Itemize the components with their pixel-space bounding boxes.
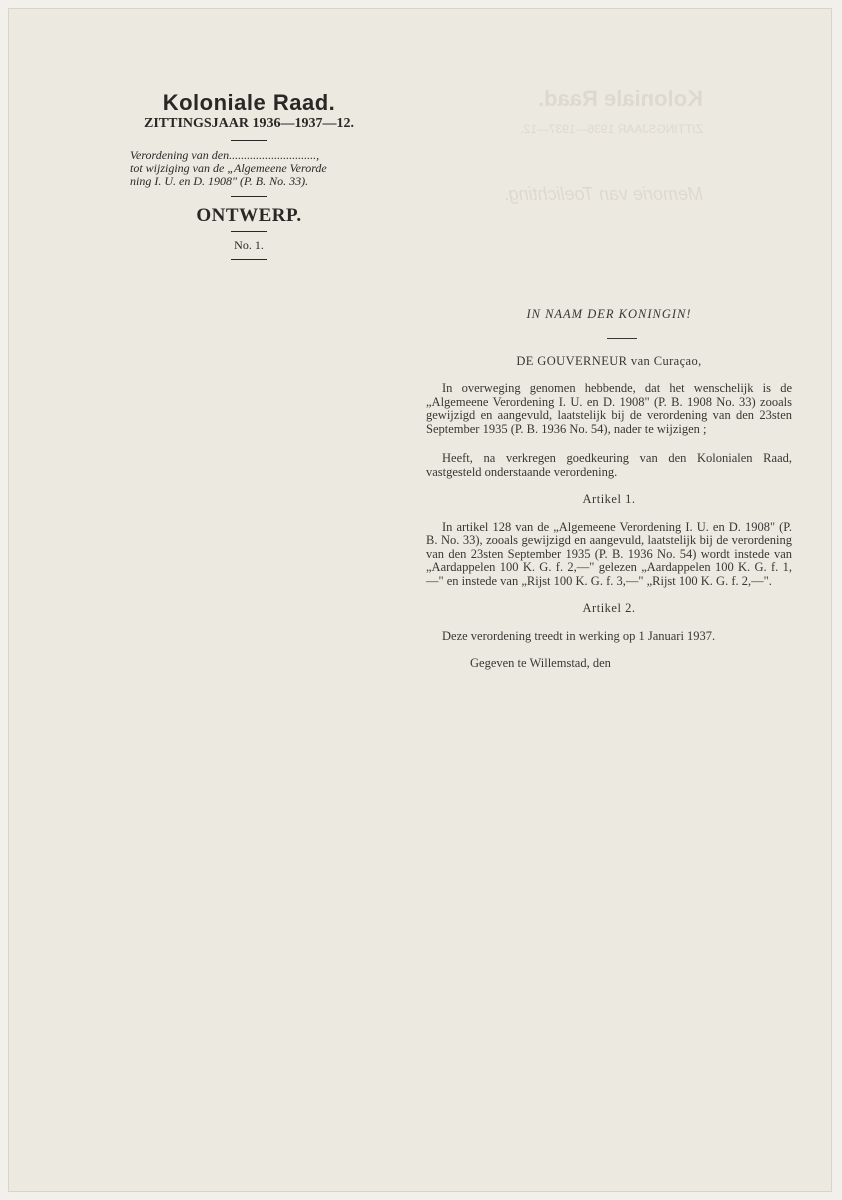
enactment-paragraph: Heeft, na verkregen goedkeuring van den Kolonialen Raad, vastgesteld onderstaande verordening. <box>426 451 792 479</box>
bleed-session: ZITTINGSJAAR 1936—1937—12. <box>520 122 703 136</box>
divider <box>231 231 267 232</box>
session-year: ZITTINGSJAAR 1936—1937—12. <box>143 116 355 131</box>
subject-line-1: Verordening van den............................., <box>130 148 320 162</box>
subject-line-2: tot wijziging van de „Algemeene Verorde <box>130 161 327 175</box>
document-header <box>118 90 380 266</box>
draft-label: ONTWERP. <box>196 205 302 226</box>
article-2-text: Deze verordening treedt in werking op 1 Januari 1937. <box>442 628 716 643</box>
subject-line-3: ning I. U. en D. 1908" (P. B. No. 33). <box>130 174 309 188</box>
article-2-heading: Artikel 2. <box>582 601 636 615</box>
divider <box>607 338 637 339</box>
article-1-heading: Artikel 1. <box>582 492 636 506</box>
ordinance-body <box>426 308 792 671</box>
bleed-subtitle: Memorie van Toelichting. <box>503 184 703 204</box>
preamble-paragraph: In overweging genomen hebbende, dat het wenschelijk is de „Algemeene Verordening I. U. en D. 1908" (P. B. 1908 No. 33) zooals gewijzigd en aangevuld, laatstelijk bij de verordening van den 23sten September 1935 (P. B. 1936 No. 54), nader te wijzigen ; <box>426 381 792 436</box>
article-1-text: In artikel 128 van de „Algemeene Verordening I. U. en D. 1908" (P. B. No. 33), zooals gewijzigd en aangevuld, laatstelijk bij de verordening van den 23sten September 1935 (P. B. 1936 No. 54) wordt instede van „Aardappelen 100 K. G. f. 2,—" gelezen „Aardappelen 100 K. G. f. 1,—" en instede van „Rijst 100 K. G. f. 3,—" „Rijst 100 K. G. f. 2,—". <box>426 519 792 588</box>
divider <box>231 259 267 260</box>
draft-number: No. 1. <box>234 238 264 252</box>
closing-line: Gegeven te Willemstad, den <box>470 656 611 670</box>
governor-heading: DE GOUVERNEUR van Curaçao, <box>516 353 702 368</box>
divider <box>231 196 267 197</box>
council-title: Koloniale Raad. <box>162 90 336 115</box>
divider <box>231 140 267 141</box>
bleed-through-text <box>493 86 703 226</box>
document-page <box>8 8 832 1192</box>
motto: IN NAAM DER KONINGIN! <box>526 307 692 321</box>
bleed-title: Koloniale Raad. <box>537 86 703 111</box>
